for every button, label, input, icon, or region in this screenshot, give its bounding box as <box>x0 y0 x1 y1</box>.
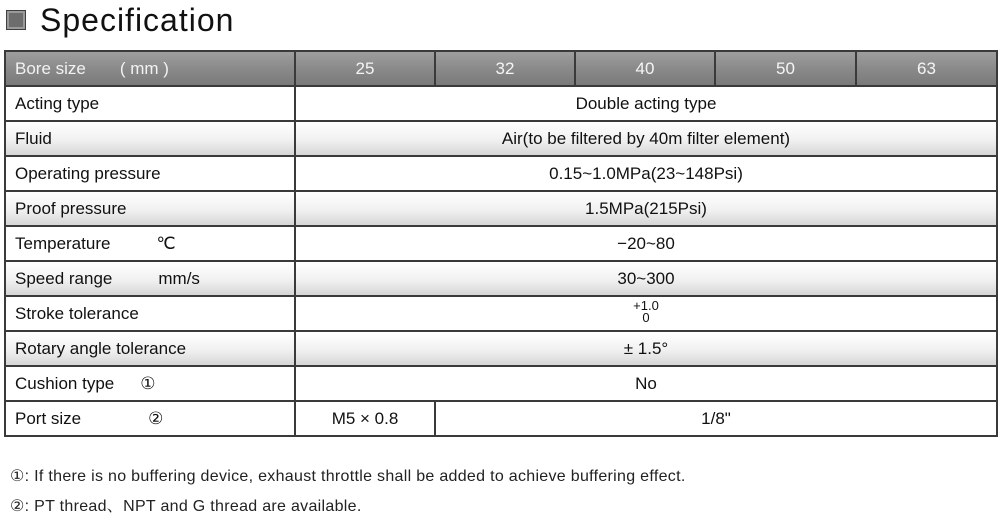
row-label: Port size ② <box>5 401 295 436</box>
table-row <box>5 331 997 366</box>
note-marker: ① <box>140 373 156 393</box>
footnote-text: PT thread、NPT and G thread are available. <box>34 498 362 515</box>
bore-size-label: Bore size ( mm ) <box>5 51 295 86</box>
row-label: Proof pressure <box>5 191 295 226</box>
footnote-marker: ①: <box>10 468 30 485</box>
row-value: 1.5MPa(215Psi) <box>295 191 997 226</box>
footnote <box>10 496 686 526</box>
row-value: M5 × 0.8 <box>295 401 435 436</box>
bore-size-cell: 25 <box>295 51 435 86</box>
row-value: Double acting type <box>295 86 997 121</box>
footnote-marker: ②: <box>10 498 30 515</box>
row-label: Operating pressure <box>5 156 295 191</box>
page-title: Specification <box>40 1 235 38</box>
bore-size-cell: 40 <box>575 51 715 86</box>
table-row <box>5 261 997 296</box>
row-label: Fluid <box>5 121 295 156</box>
table-row <box>5 121 997 156</box>
row-value: 30~300 <box>295 261 997 296</box>
bore-size-cell: 50 <box>715 51 856 86</box>
square-bullet-icon <box>6 10 26 30</box>
bore-size-cell: 63 <box>856 51 997 86</box>
row-unit: mm/s <box>158 268 200 288</box>
stroke-tolerance-lower: 0 <box>642 310 650 325</box>
table-row <box>5 226 997 261</box>
header-row <box>5 51 997 86</box>
header <box>6 0 234 40</box>
table-row <box>5 401 997 436</box>
row-label: Stroke tolerance <box>5 296 295 331</box>
stroke-tolerance-upper: +1.0 <box>633 298 659 313</box>
row-value: 0.15~1.0MPa(23~148Psi) <box>295 156 997 191</box>
footnote <box>10 466 686 496</box>
row-value: −20~80 <box>295 226 997 261</box>
row-label: Speed range mm/s <box>5 261 295 296</box>
row-label: Temperature ℃ <box>5 226 295 261</box>
row-label: Cushion type ① <box>5 366 295 401</box>
row-value: 1/8" <box>435 401 997 436</box>
row-value <box>295 296 997 331</box>
row-value: Air(to be filtered by 40m filter element) <box>295 121 997 156</box>
table-row <box>5 366 997 401</box>
footnote-text: If there is no buffering device, exhaust throttle shall be added to achieve buffering effect. <box>34 468 686 485</box>
note-marker: ② <box>148 408 164 428</box>
row-unit: ℃ <box>156 233 176 253</box>
table-row <box>5 296 997 331</box>
footnotes <box>10 466 686 526</box>
table-row <box>5 86 997 121</box>
bore-size-cell: 32 <box>435 51 575 86</box>
spec-table <box>4 50 998 437</box>
row-value: No <box>295 366 997 401</box>
row-value: ± 1.5° <box>295 331 997 366</box>
row-label: Acting type <box>5 86 295 121</box>
table-row <box>5 156 997 191</box>
table-row <box>5 191 997 226</box>
row-label: Rotary angle tolerance <box>5 331 295 366</box>
